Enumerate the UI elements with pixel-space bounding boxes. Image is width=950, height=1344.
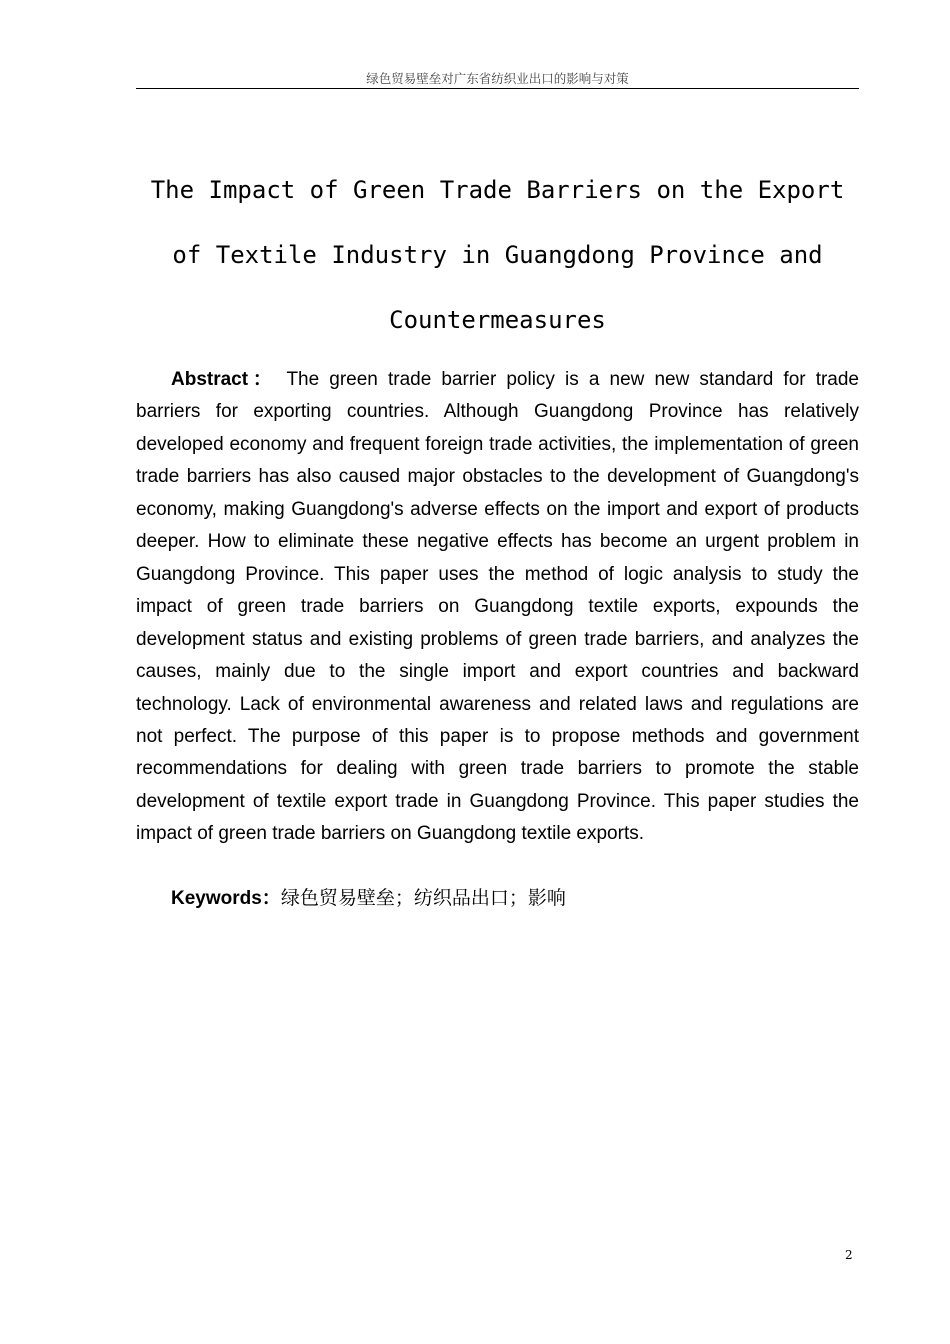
title-line-3: Countermeasures: [389, 306, 606, 334]
title-line-2: of Textile Industry in Guangdong Province and: [172, 241, 823, 269]
abstract-label: Abstract：: [171, 369, 277, 390]
abstract-text: The green trade barrier policy is a new new standard for trade barriers for exporting countries. Although Guangdong Province has relatively developed economy and frequent foreign trade activities, the implementation of green trade barriers has also caused major obstacles to the development of Guangdong's economy, making Guangdong's adverse effects on the import and export of products deeper. How to eliminate these negative effects has become an urgent problem in Guangdong Province. This paper uses the method of logic analysis to study the impact of green trade barriers on Guangdong textile exports, expounds the development status and existing problems of green trade barriers, and analyzes the causes, mainly due to the single import and export countries and backward technology. Lack of environmental awareness and related laws and regulations are not perfect. The purpose of this paper is to propose methods and government recommendations for dealing with green trade barriers to promote the stable development of textile export trade in Guangdong Province. This paper studies the impact of green trade barriers on Guangdong textile exports.: [136, 369, 859, 845]
title-line-1: The Impact of Green Trade Barriers on the Export: [150, 176, 845, 204]
keywords-label: Keywords：: [171, 888, 281, 909]
paper-title: [136, 158, 859, 353]
running-header: 绿色贸易壁垒对广东省纺织业出口的影响与对策: [366, 71, 629, 86]
page-number: 2: [845, 1248, 853, 1262]
keywords-values: 绿色贸易壁垒；纺织品出口；影响: [280, 887, 566, 909]
abstract-paragraph: [136, 364, 859, 851]
keywords-line: [171, 883, 566, 914]
abstract-section: [136, 364, 859, 851]
header-rule: [136, 88, 859, 89]
